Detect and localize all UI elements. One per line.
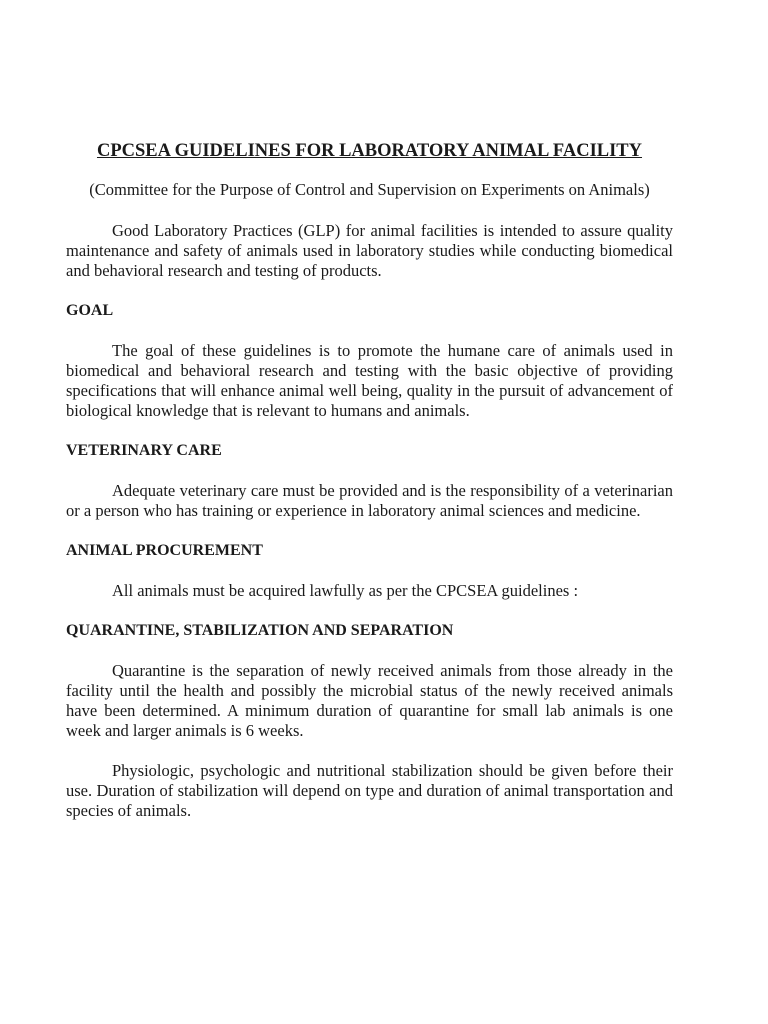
animal-procurement-paragraph: All animals must be acquired lawfully as per the CPCSEA guidelines : [112, 581, 579, 600]
document-subtitle: (Committee for the Purpose of Control and Supervision on Experiments on Animals) [89, 180, 650, 199]
animal-procurement-heading: ANIMAL PROCUREMENT [66, 542, 263, 559]
stabilization-paragraph: Physiologic, psychologic and nutritional stabilization should be given before their use. Duration of stabilization will depend on type and duration of animal transportation and species of animals. [66, 761, 673, 820]
goal-heading: GOAL [66, 302, 114, 319]
intro-paragraph: Good Laboratory Practices (GLP) for animal facilities is intended to assure quality maintenance and safety of animals used in laboratory studies while conducting biomedical and behavioral research and testing of products. [66, 221, 673, 280]
document-title: CPCSEA GUIDELINES FOR LABORATORY ANIMAL FACILITY [96, 141, 643, 161]
veterinary-care-heading: VETERINARY CARE [66, 442, 222, 459]
quarantine-heading: QUARANTINE, STABILIZATION AND SEPARATION [66, 622, 454, 639]
quarantine-paragraph: Quarantine is the separation of newly received animals from those already in the facility until the health and possibly the microbial status of the newly received animals have been determined. A minimum duration of quarantine for small lab animals is one week and larger animals is 6 weeks. [66, 661, 673, 740]
goal-paragraph: The goal of these guidelines is to promote the humane care of animals used in biomedical and behavioral research and testing with the basic objective of providing specifications that will enhance animal well being, quality in the pursuit of advancement of biological knowledge that is relevant to humans and animals. [66, 341, 673, 420]
document-page [66, 140, 673, 821]
veterinary-care-paragraph: Adequate veterinary care must be provided and is the responsibility of a veterinarian or a person who has training or experience in laboratory animal sciences and medicine. [66, 481, 673, 520]
